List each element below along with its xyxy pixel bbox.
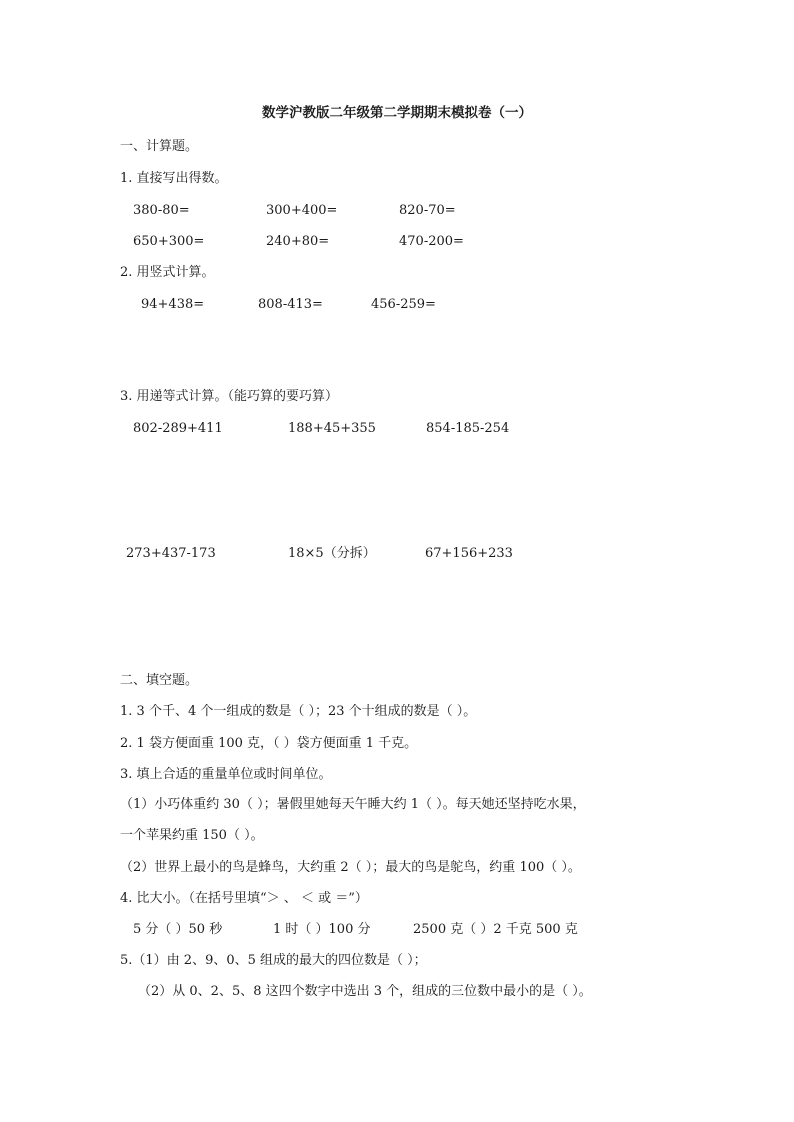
q3-item: 67+156+233 bbox=[425, 546, 513, 561]
fill-q3-line: （1）小巧体重约 30（ ）；暑假里她每天午睡大约 1（ ）。每天她还坚持吃水果， bbox=[120, 797, 586, 812]
fill-q3-line: 一个苹果约重 150（ ）。 bbox=[120, 828, 264, 843]
q2-label: 2. 用竖式计算。 bbox=[120, 265, 215, 280]
fill-q3-label: 3. 填上合适的重量单位或时间单位。 bbox=[120, 767, 332, 782]
q2-item: 94+438= bbox=[141, 297, 205, 312]
q3-item: 188+45+355 bbox=[288, 421, 376, 436]
q2-item: 808-413= bbox=[258, 297, 323, 312]
q3-item: 273+437-173 bbox=[126, 546, 216, 561]
fill-q4-item: 1 时（ ）100 分 bbox=[273, 922, 371, 937]
fill-q5-line: 5.（1）由 2、9、0、5 组成的最大的四位数是（ ）； bbox=[120, 953, 427, 968]
q1-item: 240+80= bbox=[266, 234, 330, 249]
q1-item: 380-80= bbox=[133, 203, 190, 218]
section-1-heading: 一、计算题。 bbox=[120, 139, 199, 154]
q1-item: 650+300= bbox=[133, 234, 205, 249]
q3-item: 18×5（分拆） bbox=[288, 546, 376, 561]
q1-item: 300+400= bbox=[266, 203, 338, 218]
fill-q2: 2. 1 袋方便面重 100 克，（ ）袋方便面重 1 千克。 bbox=[120, 736, 418, 751]
fill-q5-line: （2）从 0、2、5、8 这四个数字中选出 3 个，组成的三位数中最小的是（ ）。 bbox=[138, 984, 592, 999]
q1-item: 470-200= bbox=[399, 234, 464, 249]
fill-q4-item: 2500 克（ ）2 千克 500 克 bbox=[413, 922, 578, 937]
q2-item: 456-259= bbox=[371, 297, 436, 312]
fill-q4-item: 5 分（ ）50 秒 bbox=[133, 922, 223, 937]
fill-q1: 1. 3 个千、4 个一组成的数是（ ）；23 个十组成的数是（ ）。 bbox=[120, 704, 477, 719]
fill-q3-line: （2）世界上最小的鸟是蜂鸟，大约重 2（ ）；最大的鸟是鸵鸟，约重 100（ ）。 bbox=[120, 860, 581, 875]
q3-label: 3. 用递等式计算。（能巧算的要巧算） bbox=[120, 389, 339, 404]
q3-item: 802-289+411 bbox=[133, 421, 223, 436]
q1-item: 820-70= bbox=[399, 203, 456, 218]
exam-title: 数学沪教版二年级第二学期期末模拟卷（一） bbox=[262, 105, 532, 121]
q1-label: 1. 直接写出得数。 bbox=[120, 171, 228, 186]
section-2-heading: 二、填空题。 bbox=[120, 673, 199, 688]
fill-q4-label: 4. 比大小。（在括号里填“＞ 、 ＜ 或 ＝”） bbox=[120, 891, 368, 906]
q3-item: 854-185-254 bbox=[426, 421, 510, 436]
